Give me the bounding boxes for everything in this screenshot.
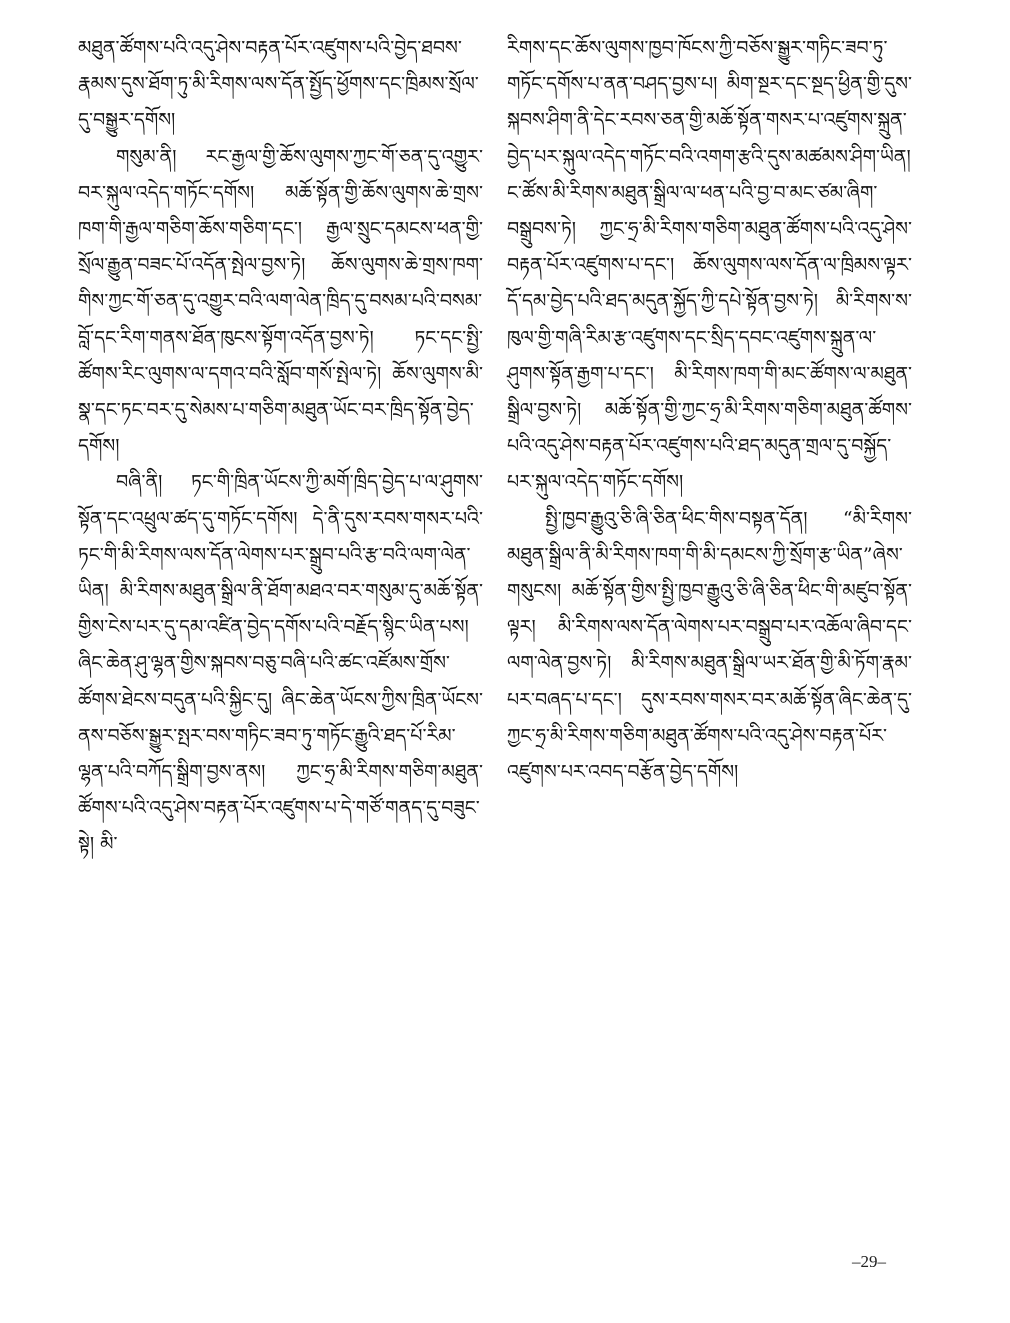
page-number: –29– [852,1252,886,1271]
paragraph: གསུམ་ནི། རང་རྒྱལ་གྱི་ཆོས་ལུགས་ཀྱང་གོ་ཅན་དུ་འགྱུར་བར་སྐུལ་འདེད་གཏོང་དགོས། མཆོ་སྟོན་གྱི་ཆོས་ལུགས་ཆེ་གྲས་ཁག་གི་རྒྱལ་གཅིག་ཆོས་གཅིག་དང་། རྒྱལ་སྲུང་དམངས་ཕན་གྱི་སྲོལ་རྒྱུན་བཟང་པོ་འདོན་སྤེལ་བྱས་ཏེ། ཆོས་ལུགས་ཆེ་གྲས་ཁག་གིས་ཀྱང་གོ་ཅན་དུ་འགྱུར་བའི་ལག་ལེན་ཁྲིད་དུ་བསམ་པའི་བསམ་བློ་དང་རིག་གནས་ཐོན་ཁུངས་སྟོག་འདོན་བྱས་ཏེ། ཏང་དང་སྤྱི་ཚོགས་རིང་ལུགས་ལ་དགའ་བའི་སློབ་གསོ་སྤེལ་ཏེ། ཆོས་ལུགས་མི་སྣ་དང་ཏང་བར་དུ་སེམས་པ་གཅིག་མཐུན་ཡོང་བར་ཁྲིད་སྟོན་བྱེད་དགོས། [78,145,483,458]
paragraph: རིགས་དང་ཆོས་ལུགས་ཁྱབ་ཁོངས་ཀྱི་བཅོས་སྒྱུར་གཏིང་ཟབ་ཏུ་གཏོང་དགོས་པ་ནན་བཤད་བྱས་པ། མིག་སྔར་དང་སྔད་ཕྱིན་གྱི་དུས་སྐབས་ཤིག་ནི་དེང་རབས་ཅན་གྱི་མཆོ་སྟོན་གསར་པ་འཛུགས་སྐྲུན་བྱེད་པར་སྐུལ་འདེད་གཏོང་བའི་འགག་རྩའི་དུས་མཚམས་ཤིག་ཡིན། ང་ཚོས་མི་རིགས་མཐུན་སྒྲིལ་ལ་ཕན་པའི་བྱ་བ་མང་ཙམ་ཞིག་བསྒྲུབས་ཏེ། ཀྱང་ཧྲ་མི་རིགས་གཅིག་མཐུན་ཚོགས་པའི་འདུ་ཤེས་བརྟན་པོར་འཛུགས་པ་དང་། ཆོས་ལུགས་ལས་དོན་ལ་ཁྲིམས་ལྟར་དོ་དམ་བྱེད་པའི་ཐད་མདུན་སྐྱོད་ཀྱི་དཔེ་སྟོན་བྱས་ཏེ། མི་རིགས་ས་ཁུལ་གྱི་གཞི་རིམ་རྩ་འཛུགས་དང་སྲིད་དབང་འཛུགས་སྐྲུན་ལ་ཤུགས་སྟོན་རྒྱག་པ་དང་། མི་རིགས་ཁག་གི་མང་ཚོགས་ལ་མཐུན་སྒྲིལ་བྱས་ཏེ། མཆོ་སྟོན་གྱི་ཀྱང་ཧྲ་མི་རིགས་གཅིག་མཐུན་ཚོགས་པའི་འདུ་ཤེས་བརྟན་པོར་འཛུགས་པའི་ཐད་མདུན་གྲལ་དུ་བསྐྱོད་པར་སྐུལ་འདེད་གཏོང་དགོས། [507,37,912,494]
paragraph: མཐུན་ཚོགས་པའི་འདུ་ཤེས་བརྟན་པོར་འཛུགས་པའི་བྱེད་ཐབས་རྣམས་དུས་ཐོག་ཏུ་མི་རིགས་ལས་དོན་སྤྱོད་ཕྱོགས་དང་ཁྲིམས་སྲོལ་དུ་བསྒྱུར་དགོས། [78,37,479,132]
paragraph: བཞི་ནི། ཏང་གི་ཁྲིན་ཡོངས་ཀྱི་མགོ་ཁྲིད་བྱེད་པ་ལ་ཤུགས་སྟོན་དང་འཕྲུལ་ཚད་དུ་གཏོང་དགོས། དེ་ནི་དུས་རབས་གསར་པའི་ཏང་གི་མི་རིགས་ལས་དོན་ལེགས་པར་སྒྲུབ་པའི་རྩ་བའི་ལག་ལེན་ཡིན། མི་རིགས་མཐུན་སྒྲིལ་ནི་ཐོག་མཐའ་བར་གསུམ་དུ་མཆོ་སྟོན་གྱིས་ངེས་པར་དུ་དམ་འཛིན་བྱེད་དགོས་པའི་བརྗོད་སྙིང་ཡིན་པས། ཞིང་ཆེན་ཤུ་ལྷན་གྱིས་སྐབས་བཅུ་བཞི་པའི་ཚང་འཛོམས་གྲོས་ཚོགས་ཐེངས་བདུན་པའི་སྐྱིང་དུ། ཞིང་ཆེན་ཡོངས་ཀྱིས་ཁྲིན་ཡོངས་ནས་བཅོས་སྒྱུར་སྤར་བས་གཏིང་ཟབ་ཏུ་གཏོང་རྒྱུའི་ཐད་པོ་རིམ་ལྷན་པའི་བཀོད་སྒྲིག་བྱས་ནས། ཀྱང་ཧྲ་མི་རིགས་གཅིག་མཐུན་ཚོགས་པའི་འདུ་ཤེས་བརྟན་པོར་འཛུགས་པ་དེ་གཙོ་གནད་དུ་བཟུང་སྟེ། མི་ [78,471,483,856]
left-column [78,30,483,863]
right-column [507,30,912,790]
paragraph: སྤྱི་ཁྱབ་རྒྱུའུ་ཅི་ཞི་ཅིན་ཕིང་གིས་བསྟན་དོན། “མི་རིགས་མཐུན་སྒྲིལ་ནི་མི་རིགས་ཁག་གི་མི་དམངས་ཀྱི་སྲོག་རྩ་ཡིན”ཞེས་གསུངས། མཆོ་སྟོན་གྱིས་སྤྱི་ཁྱབ་རྒྱུའུ་ཅི་ཞི་ཅིན་ཕིང་གི་མཛུབ་སྟོན་ལྟར། མི་རིགས་ལས་དོན་ལེགས་པར་བསྒྲུབ་པར་འཆོལ་ཞིབ་དང་ལག་ལེན་བྱས་ཏེ། མི་རིགས་མཐུན་སྒྲིལ་ཡར་ཐོན་གྱི་མི་ཏོག་རྣམ་པར་བཞད་པ་དང་། དུས་རབས་གསར་བར་མཆོ་སྟོན་ཞིང་ཆེན་དུ་ཀྱང་ཧྲ་མི་རིགས་གཅིག་མཐུན་ཚོགས་པའི་འདུ་ཤེས་བརྟན་པོར་འཛུགས་པར་འབད་བརྩོན་བྱེད་དགོས། [507,507,912,784]
